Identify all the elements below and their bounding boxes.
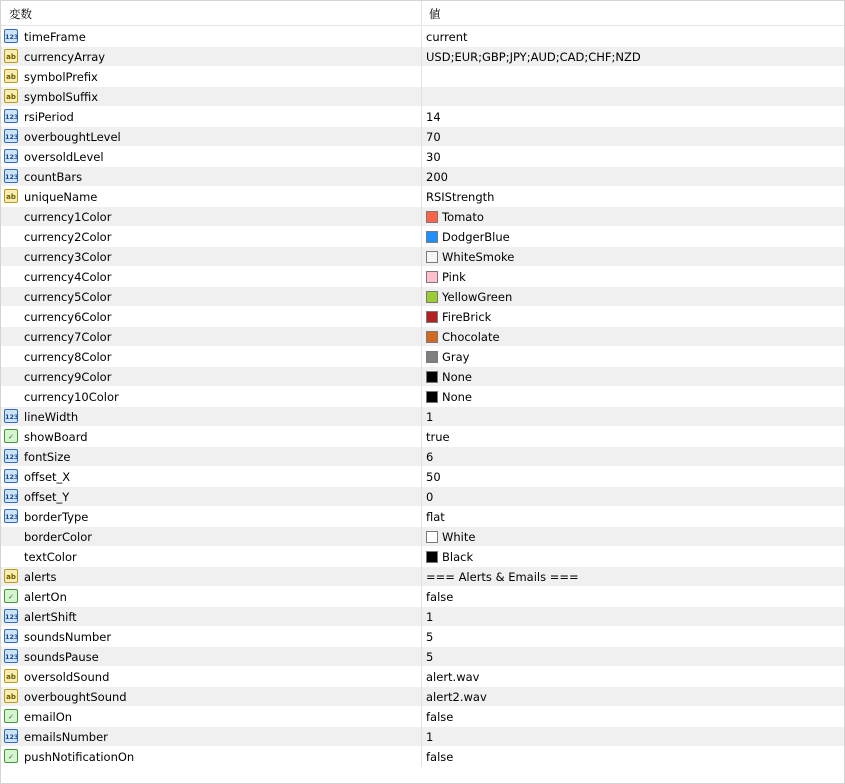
parameter-name: countBars [24,170,83,184]
color-type-icon [4,229,18,243]
color-swatch[interactable] [426,531,438,543]
parameter-name: currency1Color [24,210,112,224]
cell-divider [421,587,422,607]
boolean-type-icon: ✓ [4,429,18,443]
parameter-value[interactable]: 5 [426,650,434,664]
parameter-value[interactable]: USD;EUR;GBP;JPY;AUD;CAD;CHF;NZD [426,50,641,64]
parameter-value[interactable]: true [426,430,450,444]
parameter-row-oversoldLevel[interactable] [1,147,844,167]
cell-divider [421,627,422,647]
color-swatch[interactable] [426,331,438,343]
cell-divider [421,747,422,767]
parameter-value[interactable]: Tomato [442,210,484,224]
parameter-value[interactable]: current [426,30,468,44]
cell-divider [421,647,422,667]
parameter-row-offset_X[interactable] [1,467,844,487]
cell-divider [421,327,422,347]
color-type-icon [4,389,18,403]
parameter-value[interactable]: flat [426,510,445,524]
parameter-value[interactable]: None [442,370,473,384]
parameter-name: currency10Color [24,390,119,404]
parameter-value[interactable]: YellowGreen [442,290,513,304]
string-type-icon: ab [4,69,18,83]
cell-divider [421,287,422,307]
boolean-type-icon: ✓ [4,589,18,603]
parameter-value[interactable]: None [442,390,473,404]
parameter-value[interactable]: 1 [426,730,434,744]
parameter-name: emailOn [24,710,73,724]
color-swatch[interactable] [426,551,438,563]
parameter-row-overboughtLevel[interactable] [1,127,844,147]
parameter-row-currency2Color[interactable] [1,227,844,247]
parameter-value[interactable]: 200 [426,170,448,184]
color-swatch[interactable] [426,371,438,383]
parameter-name: textColor [24,550,77,564]
parameter-name: symbolSuffix [24,90,99,104]
integer-type-icon: 123 [4,109,18,123]
cell-divider [421,607,422,627]
parameter-name: rsiPeriod [24,110,74,124]
cell-divider [421,427,422,447]
parameter-name: currency4Color [24,270,112,284]
cell-divider [421,667,422,687]
parameter-name: showBoard [24,430,88,444]
parameter-row-currency8Color[interactable] [1,347,844,367]
parameter-row-oversoldSound[interactable] [1,667,844,687]
boolean-type-icon: ✓ [4,709,18,723]
cell-divider [421,567,422,587]
cell-divider [421,87,422,107]
parameter-name: oversoldLevel [24,150,104,164]
boolean-type-icon: ✓ [4,749,18,763]
parameter-name: alertOn [24,590,67,604]
cell-divider [421,27,422,47]
color-swatch[interactable] [426,251,438,263]
parameter-row-showBoard[interactable] [1,427,844,447]
parameter-row-currency3Color[interactable] [1,247,844,267]
cell-divider [421,127,422,147]
color-swatch[interactable] [426,211,438,223]
parameter-row-alerts[interactable] [1,567,844,587]
color-type-icon [4,249,18,263]
parameter-name: currency8Color [24,350,112,364]
cell-divider [421,267,422,287]
parameter-value[interactable]: === Alerts & Emails === [426,570,579,584]
parameter-value[interactable]: 30 [426,150,441,164]
cell-divider [421,367,422,387]
cell-divider [421,107,422,127]
parameter-name: overboughtSound [24,690,127,704]
parameter-value[interactable]: FireBrick [442,310,492,324]
integer-type-icon: 123 [4,629,18,643]
parameter-row-emailOn[interactable] [1,707,844,727]
parameter-row-borderColor[interactable] [1,527,844,547]
parameter-row-rsiPeriod[interactable] [1,107,844,127]
parameter-rows [1,27,844,767]
parameter-value[interactable]: 1 [426,410,434,424]
integer-type-icon: 123 [4,149,18,163]
parameter-row-symbolPrefix[interactable] [1,67,844,87]
parameter-value[interactable]: DodgerBlue [442,230,510,244]
color-type-icon [4,369,18,383]
parameter-row-alertOn[interactable] [1,587,844,607]
parameter-value[interactable]: 6 [426,450,434,464]
parameter-name: uniqueName [24,190,98,204]
parameter-name: fontSize [24,450,71,464]
parameter-row-currency6Color[interactable] [1,307,844,327]
parameter-value[interactable]: RSIStrength [426,190,495,204]
cell-divider [421,387,422,407]
parameter-row-currency7Color[interactable] [1,327,844,347]
parameter-row-currencyArray[interactable] [1,47,844,67]
cell-divider [421,47,422,67]
color-type-icon [4,329,18,343]
color-swatch[interactable] [426,231,438,243]
parameter-name: currency6Color [24,310,112,324]
integer-type-icon: 123 [4,649,18,663]
cell-divider [421,407,422,427]
cell-divider [421,347,422,367]
integer-type-icon: 123 [4,469,18,483]
string-type-icon: ab [4,569,18,583]
parameter-name: offset_Y [24,490,70,504]
color-swatch[interactable] [426,291,438,303]
parameter-name: soundsNumber [24,630,112,644]
parameter-name: alerts [24,570,57,584]
parameter-row-symbolSuffix[interactable] [1,87,844,107]
cell-divider [421,527,422,547]
string-type-icon: ab [4,89,18,103]
cell-divider [421,707,422,727]
cell-divider [421,147,422,167]
grid-header [1,1,844,26]
cell-divider [421,727,422,747]
parameter-name: lineWidth [24,410,79,424]
cell-divider [421,247,422,267]
parameter-value[interactable]: alert2.wav [426,690,487,704]
parameter-row-emailsNumber[interactable] [1,727,844,747]
color-swatch[interactable] [426,391,438,403]
parameter-row-textColor[interactable] [1,547,844,567]
parameter-value[interactable]: false [426,710,454,724]
parameter-name: overboughtLevel [24,130,121,144]
parameter-row-offset_Y[interactable] [1,487,844,507]
string-type-icon: ab [4,49,18,63]
parameter-value[interactable]: 50 [426,470,441,484]
cell-divider [421,67,422,87]
integer-type-icon: 123 [4,489,18,503]
color-type-icon [4,309,18,323]
color-swatch[interactable] [426,271,438,283]
cell-divider [421,447,422,467]
column-header-variable[interactable]: 変数 [9,7,32,21]
parameter-value[interactable]: false [426,590,454,604]
color-swatch[interactable] [426,311,438,323]
cell-divider [421,487,422,507]
parameter-name: currency9Color [24,370,112,384]
cell-divider [421,207,422,227]
parameter-value[interactable]: Gray [442,350,470,364]
integer-type-icon: 123 [4,609,18,623]
parameter-row-timeFrame[interactable] [1,27,844,47]
column-header-value[interactable]: 値 [429,7,441,21]
integer-type-icon: 123 [4,729,18,743]
parameter-value[interactable]: Pink [442,270,466,284]
string-type-icon: ab [4,669,18,683]
integer-type-icon: 123 [4,509,18,523]
parameter-row-pushNotificationOn[interactable] [1,747,844,767]
integer-type-icon: 123 [4,129,18,143]
parameter-name: currency7Color [24,330,112,344]
parameter-row-alertShift[interactable] [1,607,844,627]
parameter-name: timeFrame [24,30,86,44]
cell-divider [421,307,422,327]
parameter-value[interactable]: Chocolate [442,330,500,344]
parameter-name: currency3Color [24,250,112,264]
parameter-row-currency1Color[interactable] [1,207,844,227]
parameter-name: offset_X [24,470,71,484]
parameter-row-currency9Color[interactable] [1,367,844,387]
parameter-row-uniqueName[interactable] [1,187,844,207]
parameter-value[interactable]: White [442,530,476,544]
string-type-icon: ab [4,189,18,203]
parameter-name: currencyArray [24,50,106,64]
color-swatch[interactable] [426,351,438,363]
parameter-value[interactable]: 0 [426,490,434,504]
parameter-row-soundsNumber[interactable] [1,627,844,647]
parameter-name: emailsNumber [24,730,108,744]
parameter-row-currency4Color[interactable] [1,267,844,287]
cell-divider [421,167,422,187]
parameter-name: borderType [24,510,89,524]
color-type-icon [4,289,18,303]
column-divider[interactable] [421,1,422,25]
parameter-name: pushNotificationOn [24,750,135,764]
parameter-name: alertShift [24,610,77,624]
parameter-row-countBars[interactable] [1,167,844,187]
parameter-name: borderColor [24,530,92,544]
parameter-row-borderType[interactable] [1,507,844,527]
cell-divider [421,467,422,487]
parameter-row-fontSize[interactable] [1,447,844,467]
color-type-icon [4,269,18,283]
cell-divider [421,687,422,707]
parameter-value[interactable]: alert.wav [426,670,480,684]
integer-type-icon: 123 [4,169,18,183]
parameter-value[interactable]: 70 [426,130,441,144]
parameter-name: soundsPause [24,650,99,664]
parameter-row-currency10Color[interactable] [1,387,844,407]
parameter-value[interactable]: 1 [426,610,434,624]
parameter-row-soundsPause[interactable] [1,647,844,667]
color-type-icon [4,349,18,363]
parameter-value[interactable]: false [426,750,454,764]
parameter-name: currency2Color [24,230,112,244]
integer-type-icon: 123 [4,449,18,463]
string-type-icon: ab [4,689,18,703]
color-type-icon [4,209,18,223]
parameter-value[interactable]: Black [442,550,474,564]
parameter-row-overboughtSound[interactable] [1,687,844,707]
parameter-value[interactable]: WhiteSmoke [442,250,515,264]
cell-divider [421,507,422,527]
parameter-value[interactable]: 14 [426,110,441,124]
integer-type-icon: 123 [4,29,18,43]
color-type-icon [4,529,18,543]
cell-divider [421,227,422,247]
integer-type-icon: 123 [4,409,18,423]
cell-divider [421,187,422,207]
parameter-value[interactable]: 5 [426,630,434,644]
cell-divider [421,547,422,567]
parameter-row-lineWidth[interactable] [1,407,844,427]
parameter-name: currency5Color [24,290,112,304]
parameter-row-currency5Color[interactable] [1,287,844,307]
color-type-icon [4,549,18,563]
parameter-name: oversoldSound [24,670,110,684]
parameter-name: symbolPrefix [24,70,98,84]
